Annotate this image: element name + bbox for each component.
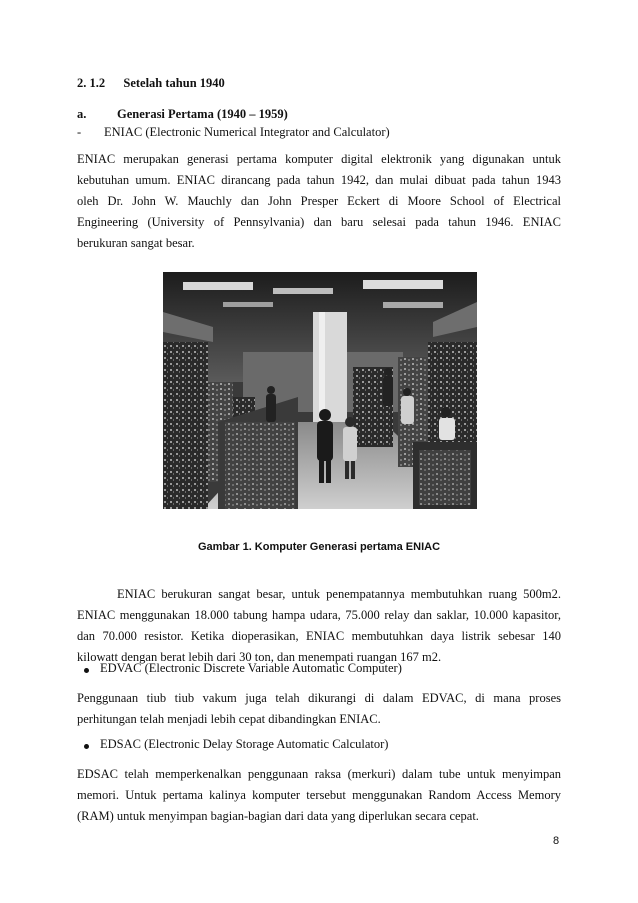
paragraph-line: Penggunaan tiub tiub vakum juga telah dikurangi di dalam EDVAC, di mana proses [77,691,561,705]
paragraph-line: kebutuhan umum. ENIAC dirancang pada tahun 1942, dan mulai dibuat pada tahun 1943 [77,173,561,187]
paragraph-line: perhitungan telah menjadi lebih cepat dibandingkan ENIAC. [77,712,381,726]
paragraph-edvac [77,688,561,730]
paragraph-line: Engineering (University of Pennsylvania) dan baru selesai pada tahun 1946. ENIAC [77,215,561,229]
paragraph-line: EDSAC telah memperkenalkan penggunaan raksa (merkuri) dalam tube untuk menyimpan [77,767,561,781]
subsection-heading [77,107,288,122]
section-heading [77,76,225,91]
dash-item [77,122,561,143]
paragraph-line: memori. Untuk pertama kalinya komputer tersebut menggunakan Random Access Memory [77,788,561,802]
paragraph-line: dan 70.000 resistor. Ketika dioperasikan, ENIAC membutuhkan daya listrik sebesar 140 [77,629,561,643]
bullet-item-edsac: EDSAC (Electronic Delay Storage Automatic Calculator) [100,737,389,751]
paragraph-line: ENIAC merupakan generasi pertama komputer digital elektronik yang digunakan untuk [77,152,561,166]
section-number: 2. 1.2 [77,76,106,90]
paragraph-line: oleh Dr. John W. Mauchly dan John Presper Eckert di Moore School of Electrical [77,194,561,208]
dash-item-text: ENIAC (Electronic Numerical Integrator and Calculator) [104,125,390,139]
bullet-dot [84,744,89,749]
figure-caption: Gambar 1. Komputer Generasi pertama ENIAC [197,541,441,553]
page-number: 8 [553,835,560,847]
subsection-letter: a. [77,107,87,121]
paragraph-eniac-intro [77,149,561,254]
bullet-dot [84,668,89,673]
subsection-title: Generasi Pertama (1940 – 1959) [117,107,288,121]
paragraph-line: berukuran sangat besar. [77,236,195,250]
paragraph-line: ENIAC menggunakan 18.000 tabung hampa udara, 75.000 relay dan saklar, 10.000 kapasitor, [77,608,561,622]
section-title: Setelah tahun 1940 [123,76,225,90]
paragraph-edsac [77,764,561,827]
paragraph-line: ENIAC berukuran sangat besar, untuk penempatannya membutuhkan ruang 500m2. [117,587,561,601]
eniac-photo-drawing [163,272,477,509]
paragraph-line: kilowatt dengan berat lebih dari 30 ton, dan menempati ruangan 167 m2. [77,650,442,664]
paragraph-eniac-specs [77,584,561,668]
paragraph-line: (RAM) untuk menyimpan bagian-bagian dari data yang diperlukan secara cepat. [77,809,479,823]
dash-marker: - [77,125,82,139]
bullet-item-edvac: EDVAC (Electronic Discrete Variable Automatic Computer) [100,661,402,675]
eniac-photo [163,272,477,509]
